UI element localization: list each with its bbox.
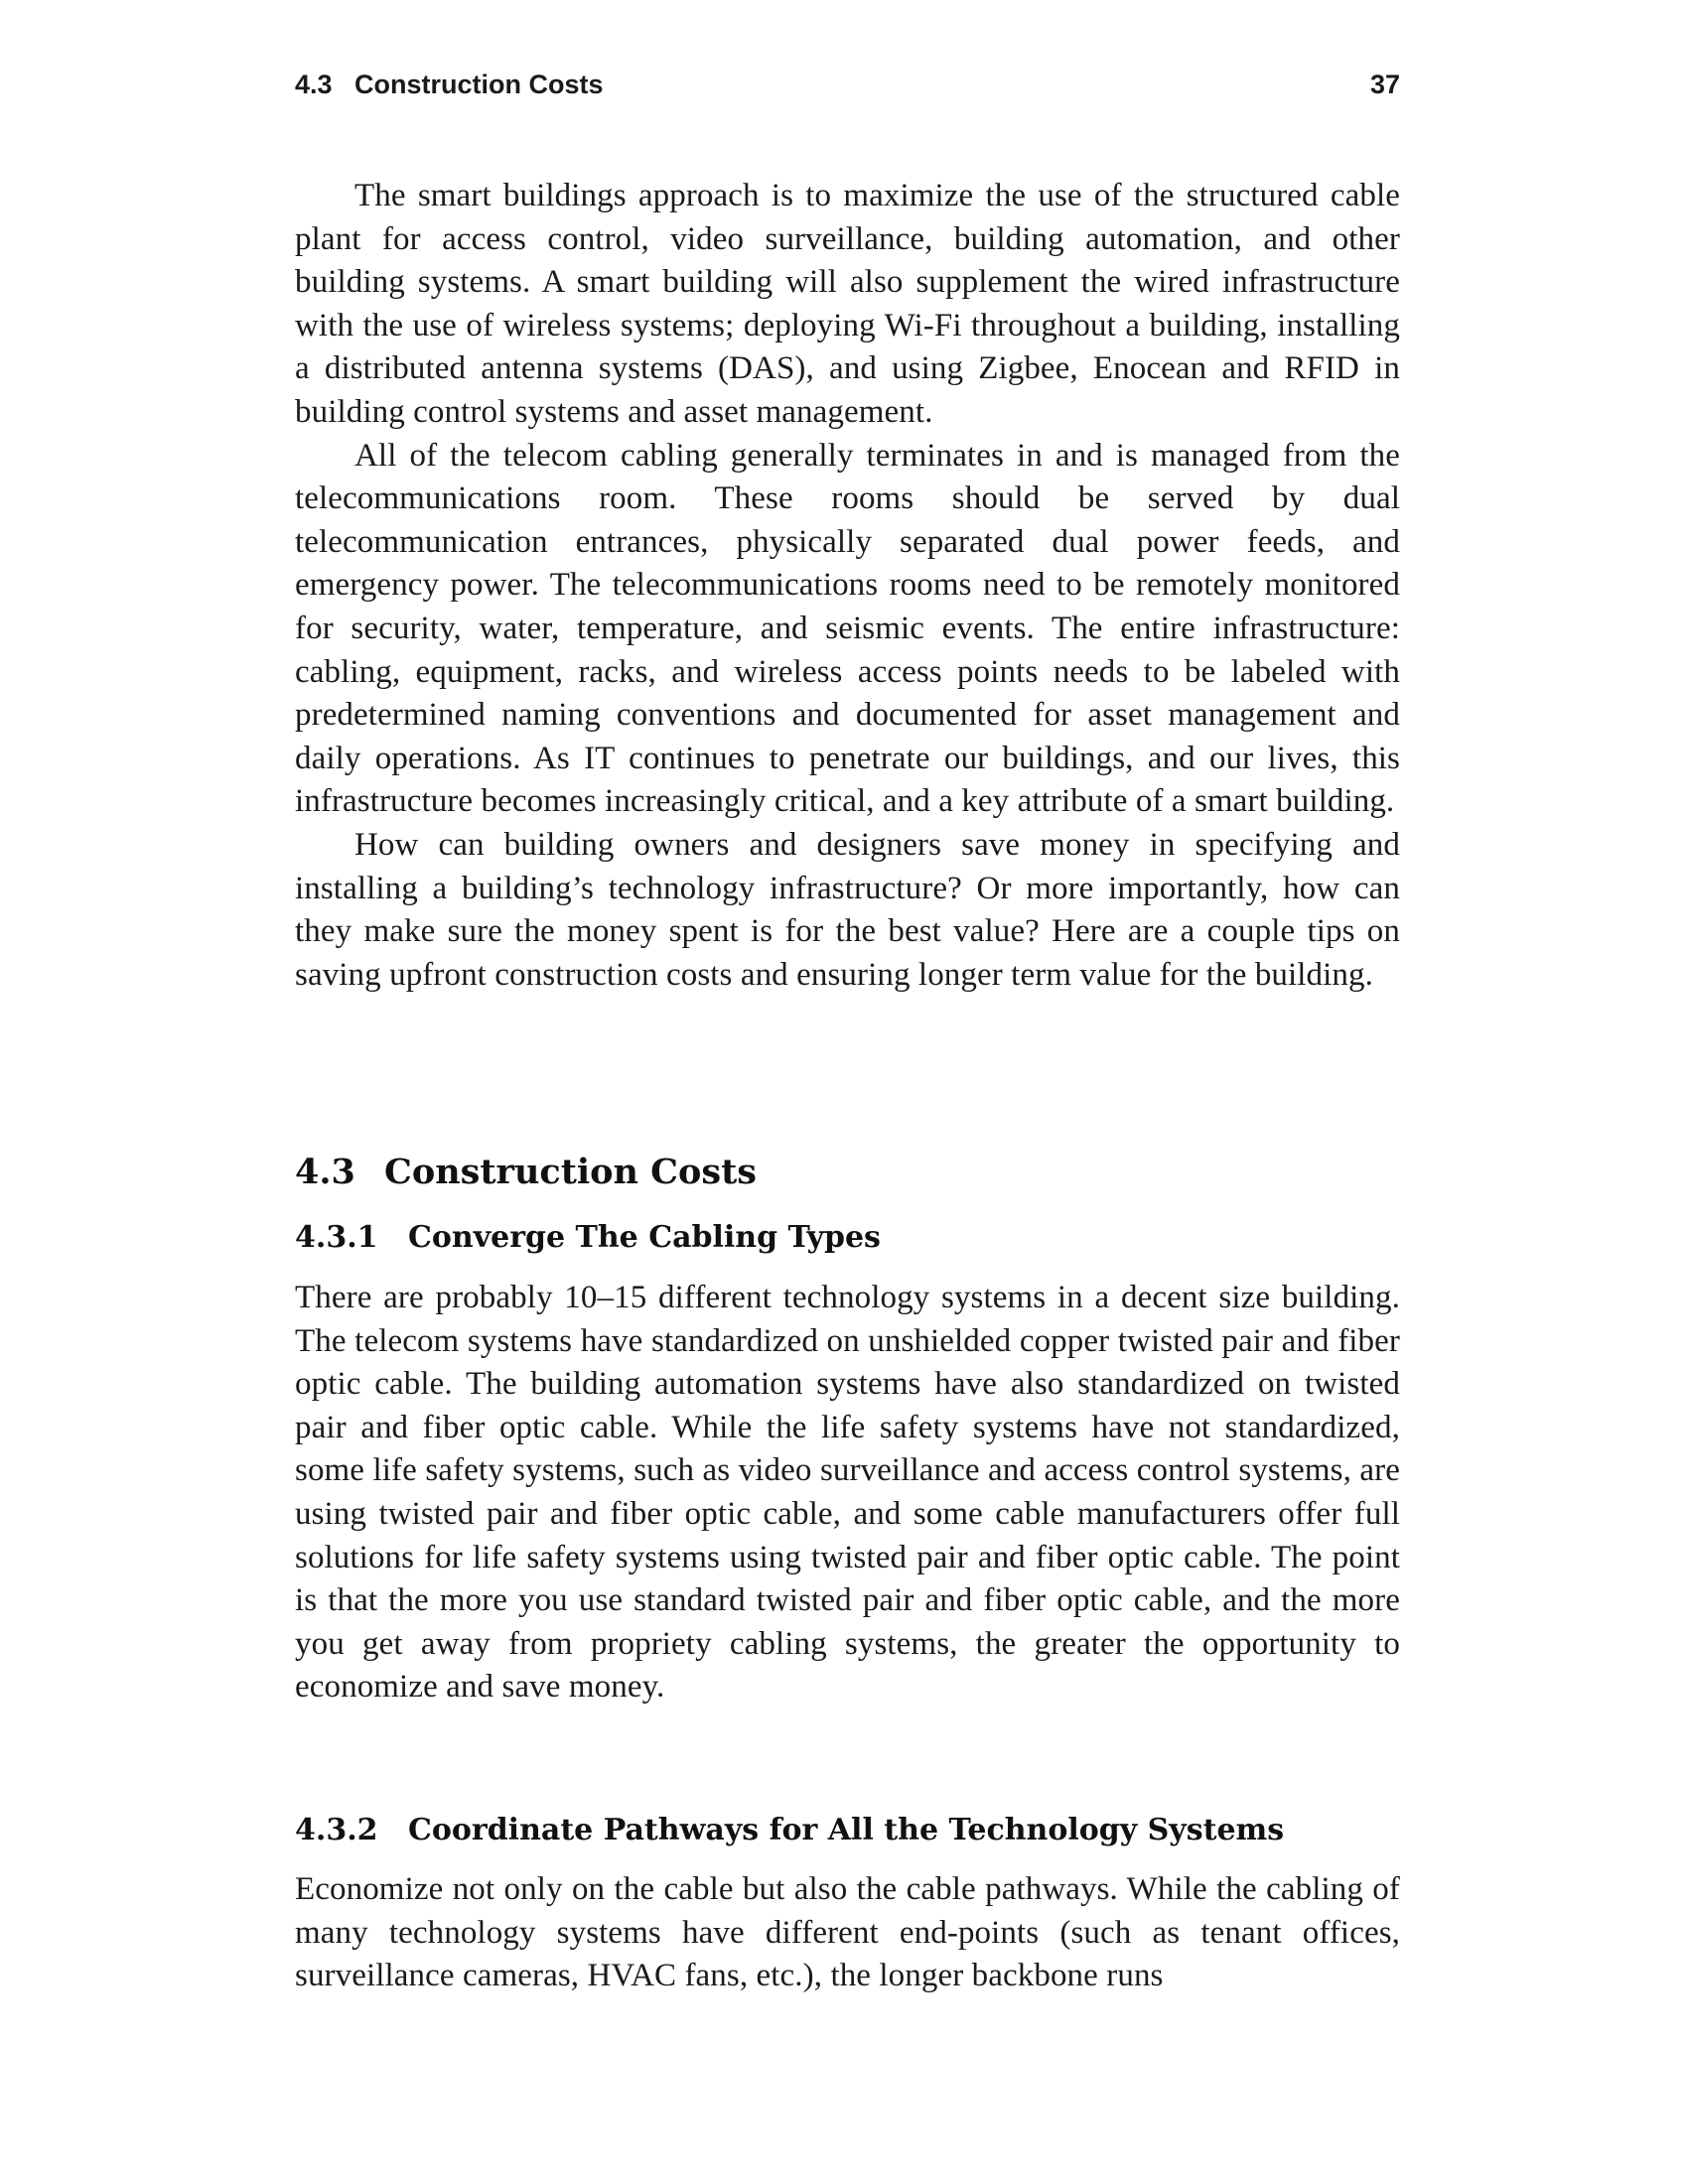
section-heading bbox=[295, 1152, 757, 1192]
subsection-2-text-block bbox=[295, 1868, 1400, 1998]
subsection-1-paragraph: There are probably 10–15 different technology systems in a decent size building. The telecom systems have standardized on unshielded copper twisted pair and fiber optic cable. The building automation systems have also standardized on twisted pair and fiber optic cable. While the life safety systems have not standardized, some life safety systems, such as video surveillance and access control systems, are using twisted pair and fiber optic cable, and some cable manufacturers offer full solutions for life safety systems using twisted pair and fiber optic cable. The point is that the more you use standard twisted pair and fiber optic cable, and the more you get away from propriety cabling systems, the greater the opportunity to economize and save money. bbox=[295, 1280, 1400, 1706]
intro-paragraph-1: The smart buildings approach is to maximize the use of the structured cable plant for access control, video surveillance, building automation, and other building systems. A smart building will also supplement the wired infrastructure with the use of wireless systems; deploying Wi-Fi throughout a building, installing a distributed antenna systems (DAS), and using Zigbee, Enocean and RFID in building control systems and asset management. bbox=[295, 178, 1400, 430]
intro-paragraph-2: All of the telecom cabling generally terminates in and is managed from the telecommunications room. These rooms should be served by dual telecommunication entrances, physically separated dual power feeds, and emergency power. The telecommunications rooms need to be remotely monitored for security, water, temperature, and seismic events. The entire infrastructure: cabling, equipment, racks, and wireless access points needs to be labeled with predetermined naming conventions and documented for asset management and daily operations. As IT continues to penetrate our buildings, and our lives, this infrastructure becomes increasingly critical, and a key attribute of a smart building. bbox=[295, 437, 1400, 820]
section-number: 4.3 bbox=[295, 1152, 355, 1192]
subsection-1-number: 4.3.1 bbox=[295, 1220, 378, 1255]
subsection-2-title: Coordinate Pathways for All the Technology Systems bbox=[408, 1813, 1285, 1847]
intro-text-block bbox=[295, 175, 1400, 997]
subsection-1-title: Converge The Cabling Types bbox=[408, 1220, 881, 1255]
subsection-2-number: 4.3.2 bbox=[295, 1813, 378, 1847]
running-head bbox=[295, 69, 1400, 109]
page-number: 37 bbox=[1369, 69, 1400, 99]
running-head-section: 4.3 Construction Costs bbox=[295, 69, 604, 99]
subsection-2-paragraph: Economize not only on the cable but also the cable pathways. While the cabling of many technology systems have different end-points (such as tenant offices, surveillance cameras, HVAC fans, etc.), the longer backbone runs bbox=[295, 1871, 1400, 1994]
subsection-heading-1 bbox=[295, 1220, 881, 1255]
subsection-1-text-block bbox=[295, 1277, 1400, 1709]
section-title: Construction Costs bbox=[384, 1152, 757, 1192]
intro-paragraph-3: How can building owners and designers save money in specifying and installing a building’s technology infrastructure? Or more importantly, how can they make sure the money spent is for the best value? Here are a couple tips on saving upfront construction costs and ensuring longer term value for the building. bbox=[295, 826, 1400, 993]
subsection-heading-2 bbox=[295, 1813, 1284, 1847]
